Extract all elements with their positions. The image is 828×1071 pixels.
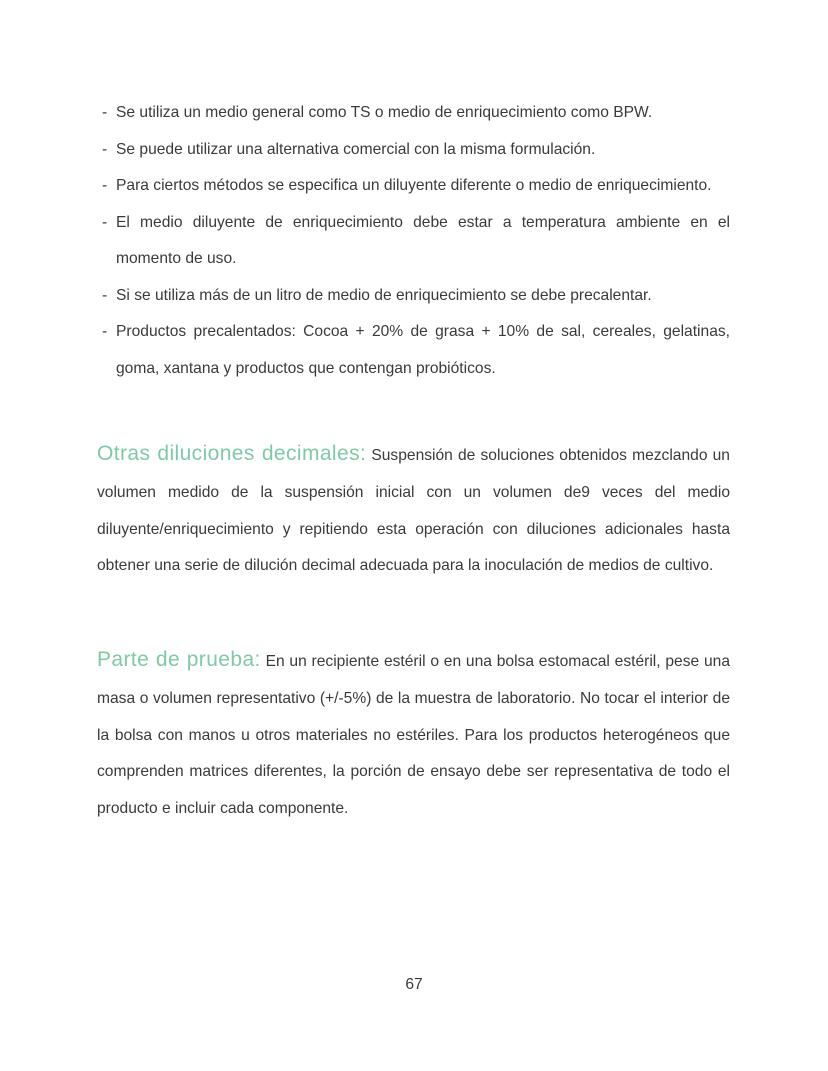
- bullet-marker: -: [102, 140, 108, 158]
- list-item-text: Para ciertos métodos se especifica un diluyente diferente o medio de enriquecimiento.: [116, 177, 712, 194]
- bullet-marker: -: [102, 286, 108, 304]
- list-item-text: Si se utiliza más de un litro de medio de enriquecimiento se debe precalentar.: [116, 286, 652, 304]
- section-heading: Otras diluciones decimales:: [97, 442, 367, 465]
- bullet-marker: -: [102, 213, 108, 231]
- page-number: 67: [405, 976, 423, 993]
- section-otras-diluciones: [97, 436, 730, 585]
- section-parte-de-prueba: [97, 642, 730, 828]
- bullet-marker: -: [102, 323, 108, 340]
- list-item: [102, 132, 730, 169]
- list-item-text: Productos precalentados: Cocoa + 20% de grasa + 10% de sal, cereales, gelatinas, goma, xantana y productos que contengan probióticos.: [116, 323, 730, 377]
- list-item: [102, 95, 730, 132]
- list-item: [102, 205, 730, 278]
- section-heading: Parte de prueba:: [97, 648, 261, 671]
- bullet-marker: -: [102, 104, 108, 121]
- list-item: [102, 314, 730, 387]
- list-item-text: Se puede utilizar una alternativa comercial con la misma formulación.: [116, 140, 596, 158]
- list-item-text: El medio diluyente de enriquecimiento debe estar a temperatura ambiente en el momento de uso.: [116, 213, 730, 267]
- section-body: Suspensión de soluciones obtenidos mezclando un volumen medido de la suspensión inicial con un volumen de9 veces del medio diluyente/enriquecimiento y repitiendo esta operación con diluciones adicionales hasta obtener una serie de dilución decimal adecuada para la inoculación de medios de cultivo.: [97, 447, 730, 575]
- section-body: En un recipiente estéril o en una bolsa estomacal estéril, pese una masa o volumen representativo (+/-5%) de la muestra de laboratorio. No tocar el interior de la bolsa con manos u otros materiales no estériles. Para los productos heterogéneos que comprenden matrices diferentes, la porción de ensayo debe ser representativa de todo el producto e incluir cada componente.: [97, 653, 731, 818]
- list-item: [102, 278, 730, 315]
- bullet-list: [102, 95, 730, 387]
- list-item: [102, 168, 730, 205]
- list-item-text: Se utiliza un medio general como TS o medio de enriquecimiento como BPW.: [116, 104, 653, 121]
- bullet-marker: -: [102, 177, 108, 194]
